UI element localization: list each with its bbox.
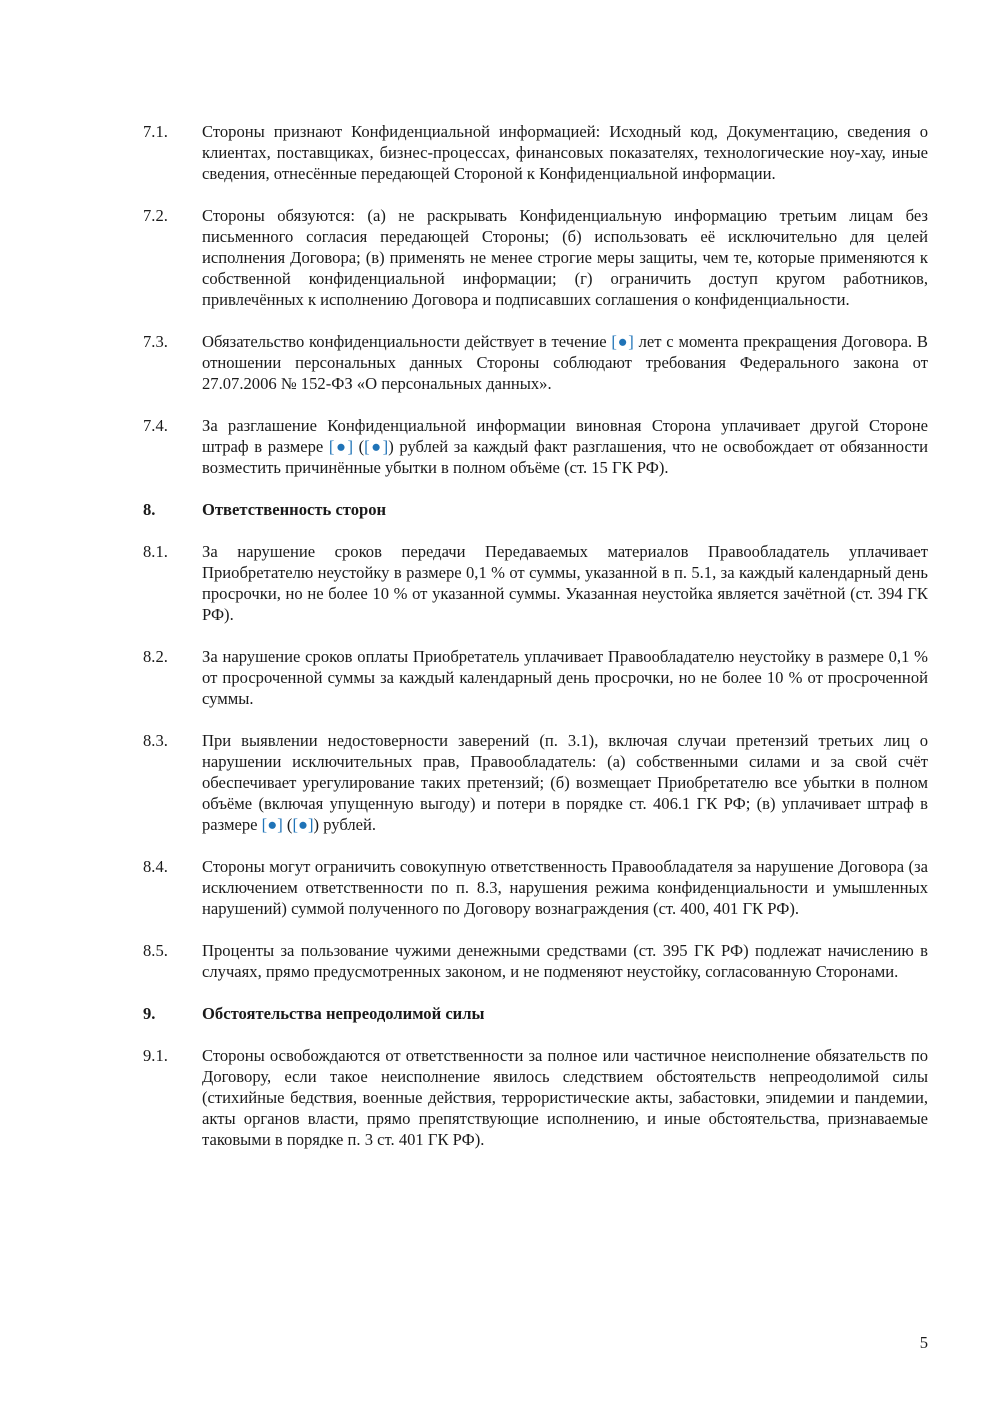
placeholder-amount-words: [●] [364, 437, 389, 456]
clause-text-part: лет с момента прекращения Договора. В отношении персональных данных Стороны соблюдают требования Федерального закона от 27.07.2006 № 152-ФЗ «О персональных данных». [202, 332, 928, 393]
clause-text: Стороны обязуются: (а) не раскрывать Конфиденциальную информацию третьим лицам без письменного согласия передающей Стороны; (б) использовать её исключительно для целей исполнения Договора; (в) применять не менее строгие меры защиты, чем те, которые применяются к собственной конфиденциальной информации; (г) ограничить доступ кругом работников, привлечённых к исполнению Договора и подписавших соглашения о конфиденциальности. [202, 206, 928, 309]
section-heading-8 [143, 499, 928, 520]
clause-text-part: ( [282, 815, 293, 834]
clause-8-1 [143, 541, 928, 625]
section-title: Ответственность сторон [202, 500, 387, 519]
placeholder-amount-words: [●] [292, 815, 314, 834]
clause-text [202, 331, 928, 394]
clause-number: 9.1. [143, 1046, 168, 1065]
page-number: 5 [919, 1333, 928, 1352]
clause-text: За нарушение сроков передачи Передаваемых материалов Правообладатель уплачивает Приобретателю неустойку в размере 0,1 % от суммы, указанной в п. 5.1, за каждый календарный день просрочки, но не более 10 % от указанной суммы. Указанная неустойка является зачётной (ст. 394 ГК РФ). [202, 542, 928, 624]
clause-number: 7.3. [143, 332, 168, 351]
clause-7-3 [143, 331, 928, 394]
clause-text-part: Обязательство конфиденциальности действует в течение [202, 332, 612, 351]
clause-number: 8.2. [143, 647, 168, 666]
section-title: Обстоятельства непреодолимой силы [202, 1004, 485, 1023]
clause-text [202, 730, 928, 835]
placeholder-term: [●] [611, 332, 634, 351]
clause-9-1 [143, 1045, 928, 1150]
clause-text-part: За разглашение Конфиденциальной информации виновная Сторона уплачивает другой Стороне штраф в размере [202, 416, 928, 456]
clause-text: Стороны освобождаются от ответственности за полное или частичное неисполнение обязательств по Договору, если такое неисполнение явилось следствием обстоятельств непреодолимой силы (стихийные бедствия, военные действия, террористические акты, забастовки, эпидемии и пандемии, акты органов власти, прямо препятствующие исполнению, и иные обстоятельства, признаваемые таковыми в порядке п. 3 ст. 401 ГК РФ). [202, 1046, 928, 1149]
clause-text: Стороны могут ограничить совокупную ответственность Правообладателя за нарушение Договора (за исключением ответственности по п. 8.3, нарушения режима конфиденциальности и умышленных нарушений) суммой полученного по Договору вознаграждения (ст. 400, 401 ГК РФ). [202, 857, 928, 918]
placeholder-amount: [●] [261, 815, 283, 834]
clause-text: Стороны признают Конфиденциальной информацией: Исходный код, Документацию, сведения о клиентах, поставщиках, бизнес-процессах, финансовых показателях, технологические ноу-хау, иные сведения, отнесённые передающей Стороной к Конфиденциальной информации. [202, 122, 928, 183]
clause-number: 8.1. [143, 542, 168, 561]
clause-text-part: При выявлении недостоверности заверений (п. 3.1), включая случаи претензий третьих лиц о нарушении исключительных прав, Правообладатель: (а) собственными силами и за свой счёт обеспечивает урегулирование таких претензий; (б) возмещает Приобретателю все убытки в полном объёме (включая упущенную выгоду) и потери в порядке ст. 406.1 ГК РФ; (в) уплачивает штраф в размере [202, 731, 928, 834]
clause-number: 8.4. [143, 857, 168, 876]
clause-7-4 [143, 415, 928, 478]
clause-8-3 [143, 730, 928, 835]
clause-8-4 [143, 856, 928, 919]
placeholder-amount: [●] [328, 437, 353, 456]
section-heading-9 [143, 1003, 928, 1024]
section-number: 8. [143, 500, 156, 519]
clause-number: 7.4. [143, 416, 168, 435]
clause-7-2 [143, 205, 928, 310]
clause-number: 8.3. [143, 731, 168, 750]
clause-text-part: ) рублей. [313, 815, 377, 834]
clause-text-part: ( [352, 437, 365, 456]
document-page [143, 121, 928, 1171]
clause-8-2 [143, 646, 928, 709]
clause-text-part: ) рублей за каждый факт разглашения, что не освобождает от обязанности возместить причинённые убытки в полном объёме (ст. 15 ГК РФ). [202, 437, 929, 477]
clause-7-1 [143, 121, 928, 184]
clause-text: За нарушение сроков оплаты Приобретатель уплачивает Правообладателю неустойку в размере 0,1 % от просроченной суммы за каждый календарный день просрочки, но не более 10 % от просроченной суммы. [202, 647, 928, 708]
clause-text: Проценты за пользование чужими денежными средствами (ст. 395 ГК РФ) подлежат начислению в случаях, прямо предусмотренных законом, и не подменяют неустойку, согласованную Сторонами. [202, 941, 928, 981]
clause-text [202, 415, 928, 478]
clause-8-5 [143, 940, 928, 982]
section-number: 9. [143, 1004, 156, 1023]
clause-number: 7.2. [143, 206, 168, 225]
clause-number: 8.5. [143, 941, 168, 960]
clause-number: 7.1. [143, 122, 168, 141]
